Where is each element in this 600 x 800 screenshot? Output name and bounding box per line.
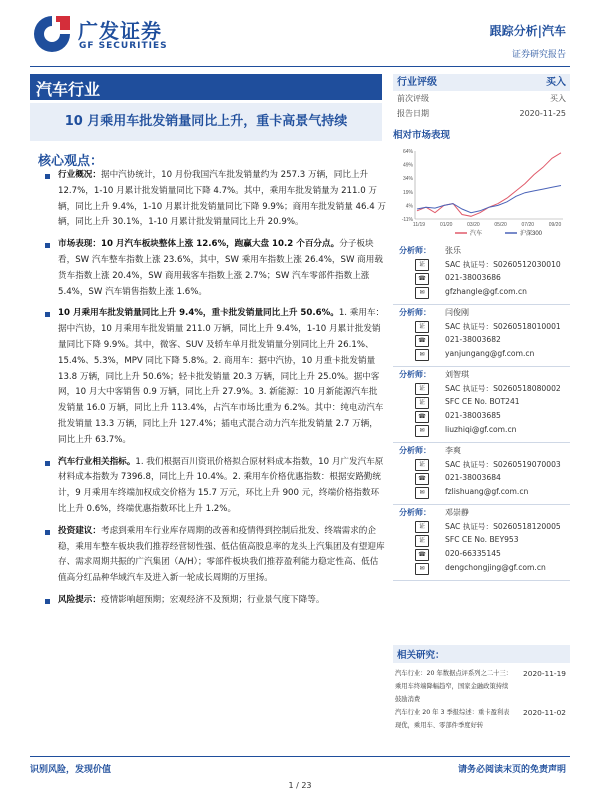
related-text: 乘用车终端降幅趋窄，国家金融政策持续 xyxy=(395,683,509,690)
prev-rating-row xyxy=(393,91,570,106)
report-header xyxy=(0,0,600,70)
related-item xyxy=(395,667,568,680)
certificate-icon: 证 xyxy=(415,397,429,409)
analyst-email[interactable]: gfzhangle@gf.com.cn xyxy=(445,287,527,296)
header-divider xyxy=(30,66,570,67)
analyst-block xyxy=(393,243,570,305)
email-icon: ✉ xyxy=(415,487,429,499)
para-text: 据中汽协统计，10 月份我国汽车批发销量约为 257.3 万辆，同比上升 12.7%，1-10 月累计批发销量同比下降 4.7%。其中，乘用车批发销量为 211.0 万辆，同比上升 9.4%，1-10 月累计批发销量同比下降 9.9%；商用车批发销量 46.4 万辆，同比上升 30.1%，1-10 月累计批发销量同比上升 20.9%。 xyxy=(58,170,386,228)
analyst-block xyxy=(393,305,570,367)
footer-disclaimer: 请务必阅读末页的免责声明 xyxy=(457,765,566,775)
related-item xyxy=(395,719,568,732)
relative-performance-chart xyxy=(393,145,570,243)
analyst-email[interactable]: dengchongjing@gf.com.cn xyxy=(445,563,546,572)
analyst-label: 分析师： xyxy=(399,370,431,379)
para-heading: 风险提示： xyxy=(58,594,101,605)
chart-y-tick: -11% xyxy=(401,217,413,223)
related-item xyxy=(395,706,568,719)
certificate-icon: 证 xyxy=(415,521,429,533)
phone-icon: ☎ xyxy=(415,411,429,423)
analyst-sac: SAC 执证号：S0260518080002 xyxy=(445,384,561,393)
related-date: 2020-11-19 xyxy=(523,669,566,678)
certificate-icon: 证 xyxy=(415,383,429,395)
para-text: 疫情影响超预期；宏观经济不及预期；行业景气度下降等。 xyxy=(100,594,325,605)
email-icon: ✉ xyxy=(415,287,429,299)
footer-divider xyxy=(30,756,570,757)
analyst-phone: 021-38003685 xyxy=(445,411,501,420)
analyst-label: 分析师： xyxy=(399,446,431,455)
bullet-square-icon xyxy=(45,461,50,466)
related-research xyxy=(393,645,570,736)
para-text: 1. 乘用车：据中汽协，10 月乘用车批发销量 211.0 万辆，同比上升 9.4%，1-10 月累计批发销量同比下降 9.9%。其中，微客、SUV 及轿车单月批发销量分别同比上升 26.1%、15.4%、5.3%，MPV 同比下降 5.8%。2. 商用车：据中汽协，10 月重卡批发销量 13.8 万辆，同比上升 50.6%；轻卡批发销量 20.3 万辆，同比上升 25.0%。据中客网，10 月大中客销售 0.9 万辆，同比上升 27.9%。3. 新能源：10 月新能源汽车批发销量 16.0 万辆，同比上升 113.4%，占汽车市场比重为 6.2%。其中：纯电动汽车批发销量 13.3 万辆，同比上升 127.4%；插电式混合动力汽车批发销量 2.7 万辆，同比上升 63.7%。 xyxy=(58,308,385,445)
bullet-square-icon xyxy=(45,312,50,317)
analyst-list xyxy=(393,243,570,581)
related-text: 汽车行业：20 年数据点评系列之二十三： xyxy=(395,670,513,677)
core-view-title: 核心观点： xyxy=(38,154,104,169)
paragraph-market-performance xyxy=(30,237,386,300)
prev-rating-label: 前次评级 xyxy=(397,94,429,103)
chart-y-tick: 49% xyxy=(402,162,413,169)
rating-value: 买入 xyxy=(546,77,566,88)
email-icon: ✉ xyxy=(415,425,429,437)
analyst-sac: SAC 执证号：S0260519070003 xyxy=(445,460,561,469)
chart-y-tick: 64% xyxy=(402,149,413,155)
analyst-phone: 021-38003682 xyxy=(445,335,501,344)
analyst-email[interactable]: fzlishuang@gf.com.cn xyxy=(445,487,529,496)
chart-series-line-1 xyxy=(417,186,561,213)
bullet-square-icon xyxy=(45,599,50,604)
certificate-icon: 证 xyxy=(415,535,429,547)
gf-logo-icon xyxy=(30,12,74,56)
chart-y-tick: 34% xyxy=(402,176,413,183)
report-type xyxy=(490,22,566,60)
para-heading: 10 月乘用车批发销量同比上升 9.4%，重卡批发销量同比上升 50.6%。 xyxy=(58,308,339,319)
bullet-square-icon xyxy=(45,243,50,248)
report-kind: 证券研究报告 xyxy=(511,50,566,60)
analyst-name: 邓崇静 xyxy=(445,508,469,517)
para-heading: 行业概况： xyxy=(58,170,101,180)
phone-icon: ☎ xyxy=(415,273,429,285)
analyst-phone: 020-66335145 xyxy=(445,549,501,558)
para-text: 考虑到乘用车行业库存周期的改善和疫情得到控制后批发、终端需求的企稳，乘用车整车板块我们推荐经营韧性强、低估值高股息率的龙头上汽集团及有望迎库存、需求周期共振的广汽集团（A/H）；零部件板块我们推荐盈利能力稳定性高、低估值高分红品种华域汽车及进入新一轮成长周期的万里扬。 xyxy=(58,525,385,584)
related-item xyxy=(395,680,568,693)
analyst-block xyxy=(393,443,570,505)
paragraph-sales xyxy=(30,306,386,448)
para-heading: 投资建议： xyxy=(58,525,101,536)
chart-x-tick: 07/20 xyxy=(521,222,535,228)
certificate-icon: 证 xyxy=(415,459,429,471)
analyst-block xyxy=(393,505,570,581)
analyst-email[interactable]: liuzhiqi@gf.com.cn xyxy=(445,425,517,434)
chart-svg xyxy=(393,145,570,243)
prev-rating-value: 买入 xyxy=(550,94,566,103)
related-item xyxy=(395,693,568,706)
bullet-square-icon xyxy=(45,530,50,535)
chart-x-tick: 05/20 xyxy=(494,222,507,228)
core-view-body xyxy=(30,168,386,615)
page-number: 1 / 23 xyxy=(288,781,312,790)
report-date-value: 2020-11-25 xyxy=(519,109,566,118)
analyst-divider xyxy=(393,580,570,581)
paragraph-investment xyxy=(30,524,386,587)
market-title: 相对市场表现 xyxy=(393,130,451,141)
chart-legend-label: 沪深300 xyxy=(520,231,543,237)
analyst-sfc: SFC CE No. BEY953 xyxy=(445,535,519,544)
para-heading: 市场表现：10 月汽车板块整体上涨 12.6%，跑赢大盘 10.2 个百分点。 xyxy=(58,239,340,250)
related-date: 2020-11-02 xyxy=(523,708,566,717)
gf-logo xyxy=(30,12,190,56)
para-heading: 汽车行业相关指标。 xyxy=(58,456,136,467)
chart-x-tick: 03/20 xyxy=(467,222,480,228)
footer-slogan: 识别风险，发现价值 xyxy=(30,765,112,775)
brand-cn: 广发证券 xyxy=(78,19,162,43)
phone-icon: ☎ xyxy=(415,549,429,561)
chart-x-tick: 01/20 xyxy=(439,222,453,228)
phone-icon: ☎ xyxy=(415,335,429,347)
analyst-phone: 021-38003684 xyxy=(445,473,501,482)
analyst-name: 张乐 xyxy=(445,246,461,255)
brand-en: GF SECURITIES xyxy=(79,41,168,51)
paragraph-indicators xyxy=(30,455,386,518)
analyst-name: 闫俊刚 xyxy=(445,308,469,317)
email-icon: ✉ xyxy=(415,349,429,361)
chart-legend-label: 汽车 xyxy=(470,231,483,237)
analyst-name: 李爽 xyxy=(445,446,461,455)
related-text: 汽车行业 20 年 3 季报综述：重卡盈利表 xyxy=(395,709,510,716)
certificate-icon: 证 xyxy=(415,321,429,333)
chart-x-tick: 09/20 xyxy=(548,222,562,228)
analyst-sac: SAC 执证号：S0260512030010 xyxy=(445,260,561,269)
bullet-square-icon xyxy=(45,174,50,179)
report-category: 跟踪分析|汽车 xyxy=(489,24,566,38)
sidebar xyxy=(393,74,570,581)
analyst-label: 分析师： xyxy=(399,308,431,317)
report-date-label: 报告日期 xyxy=(397,109,429,118)
rating-header xyxy=(393,74,570,91)
paragraph-risk xyxy=(30,593,386,609)
analyst-label: 分析师： xyxy=(399,508,431,517)
analyst-label: 分析师： xyxy=(399,246,431,255)
industry-title: 汽车行业 xyxy=(30,74,382,100)
analyst-name: 刘智琪 xyxy=(445,370,469,379)
analyst-block xyxy=(393,367,570,443)
analyst-email[interactable]: yanjungang@gf.com.cn xyxy=(445,349,535,358)
related-title: 相关研究： xyxy=(393,645,570,663)
para-text: 分子板块看，SW 汽车整车指数上涨 23.6%，其中，SW 乘用车指数上涨 26.4%，SW 商用载货车指数上涨 20.4%，SW 商用载客车指数上涨 2.7%；SW 汽车零部件指数上涨 5.4%，SW 汽车销售指数上涨 1.6%。 xyxy=(58,239,383,297)
rating-label: 行业评级 xyxy=(397,77,437,88)
report-date-row xyxy=(393,106,570,121)
certificate-icon: 证 xyxy=(415,259,429,271)
chart-y-tick: 4% xyxy=(405,203,413,210)
analyst-sfc: SFC CE No. BOT241 xyxy=(445,397,520,406)
paragraph-industry-overview xyxy=(30,168,386,231)
analyst-sac: SAC 执证号：S0260518120005 xyxy=(445,522,561,531)
phone-icon: ☎ xyxy=(415,473,429,485)
related-text: 现优，乘用车、零部件季度好转 xyxy=(395,722,484,729)
chart-y-tick: 19% xyxy=(402,189,413,196)
chart-x-tick: 11/19 xyxy=(412,222,426,228)
related-items xyxy=(393,663,570,736)
analyst-sac: SAC 执证号：S0260518010001 xyxy=(445,322,561,331)
related-text: 鼓励消费 xyxy=(395,696,421,703)
analyst-phone: 021-38003686 xyxy=(445,273,501,282)
para-text: 1. 我们根据百川资讯价格拟合原材料成本指数，10 月广发汽车原材料成本指数为 7396.8，同比上升 10.4%。2. 乘用车价格优惠指数：根据安路勤统计，9 月乘用车终端加权成交价格为 15.7 万元，环比上升 900 元，终端价格指数环比上升 0.6%，终端优惠指数环比上升 1.2%。 xyxy=(58,456,384,514)
email-icon: ✉ xyxy=(415,563,429,575)
report-headline: 10 月乘用车批发销量同比上升，重卡高景气持续 xyxy=(30,103,382,141)
